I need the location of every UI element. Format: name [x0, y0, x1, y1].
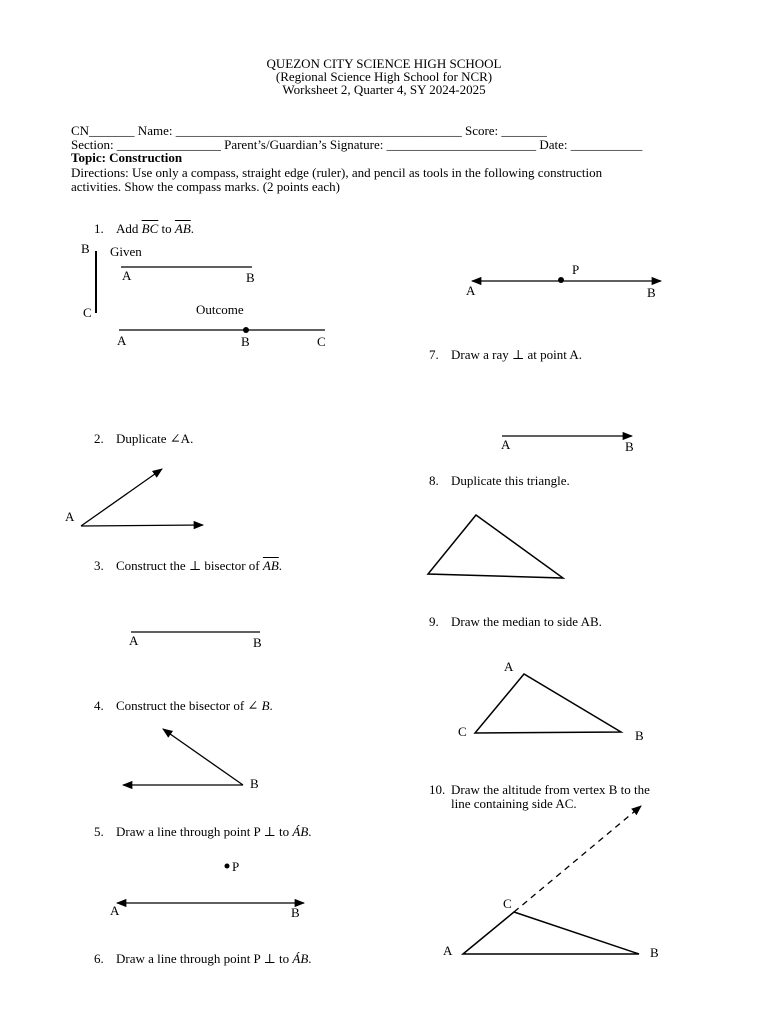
q1-label-b-given: B [246, 270, 255, 285]
q6-number: 6. [94, 951, 104, 966]
q7-number: 7. [429, 347, 439, 362]
q1-label-b-outcome: B [241, 334, 250, 349]
q2-text: Duplicate ∠A. [116, 431, 194, 446]
q6-label-a: A [466, 283, 476, 298]
q5-number: 5. [94, 824, 104, 839]
q1-label-b-vertical: B [81, 241, 90, 256]
q10-text-line-2: line containing side AC. [451, 796, 577, 811]
q5-label-p: P [232, 859, 240, 874]
q8-triangle [428, 515, 563, 578]
q9-label-b: B [635, 728, 644, 743]
q2-ray-lower [81, 525, 203, 526]
q6-text: Draw a line through point P ⊥ to ÁB. [116, 951, 312, 966]
q9-triangle [475, 674, 621, 733]
q5-point-p [225, 864, 230, 869]
q10-label-c: C [503, 896, 512, 911]
section-line: Section: ________________ Parent’s/Guardian’s Signature: _______________________ Date: ___________ [71, 137, 643, 152]
q10-dashed-extension [514, 806, 641, 912]
q2-ray-upper [81, 469, 162, 526]
directions-line-2: activities. Show the compass marks. (2 points each) [71, 179, 340, 194]
q10-label-b: B [650, 945, 659, 960]
directions-line-1: Directions: Use only a compass, straight edge (ruler), and pencil as tools in the following construction [71, 165, 603, 180]
name-line: CN_______ Name: ____________________________________________ Score: _______ [71, 123, 547, 138]
q4-ray-upper [163, 729, 243, 785]
q9-number: 9. [429, 614, 439, 629]
school-name: QUEZON CITY SCIENCE HIGH SCHOOL [266, 56, 502, 71]
q1-outcome-label: Outcome [196, 302, 244, 317]
q10-number: 10. [429, 782, 446, 797]
school-subtitle: (Regional Science High School for NCR) [275, 69, 493, 84]
q5-text: Draw a line through point P ⊥ to ÁB. [116, 824, 312, 839]
q3-text: Construct the ⊥ bisector of $\overline{AB}$. [116, 558, 283, 573]
q3-label-a: A [129, 633, 139, 648]
q3-label-b: B [253, 635, 262, 650]
q7-label-a: A [501, 437, 511, 452]
q2-number: 2. [94, 431, 104, 446]
q6-label-b: B [647, 285, 656, 300]
q4-text: Construct the bisector of ∠ B. [116, 698, 273, 713]
q8-text: Duplicate this triangle. [451, 473, 570, 488]
topic-heading: Topic: Construction [71, 150, 183, 165]
q9-text: Draw the median to side AB. [451, 614, 602, 629]
worksheet-title: Worksheet 2, Quarter 4, SY 2024-2025 [282, 82, 486, 97]
q4-label-b: B [250, 776, 259, 791]
q1-label-a-given: A [122, 268, 132, 283]
q1-text: Add $\overline{BC}$ to $\overline{AB}$. [116, 221, 195, 236]
q7-label-b: B [625, 439, 634, 454]
q1-number: 1. [94, 221, 104, 236]
q5-label-a: A [110, 903, 120, 918]
q1-point-b [243, 327, 249, 333]
q6-point-p [558, 277, 564, 283]
q3-number: 3. [94, 558, 104, 573]
q5-label-b: B [291, 905, 300, 920]
q9-label-c: C [458, 724, 467, 739]
q7-text: Draw a ray ⊥ at point A. [451, 347, 582, 362]
q4-number: 4. [94, 698, 104, 713]
q10-label-a: A [443, 943, 453, 958]
q2-label-a: A [65, 509, 75, 524]
q1-given-label: Given [110, 244, 142, 259]
q1-label-a-outcome: A [117, 333, 127, 348]
q1-label-c-vertical: C [83, 305, 92, 320]
q10-text-line-1: Draw the altitude from vertex B to the [451, 782, 650, 797]
q6-label-p: P [572, 262, 580, 277]
q10-triangle [463, 912, 639, 954]
q9-label-a: A [504, 659, 514, 674]
q8-number: 8. [429, 473, 439, 488]
q1-label-c-outcome: C [317, 334, 326, 349]
